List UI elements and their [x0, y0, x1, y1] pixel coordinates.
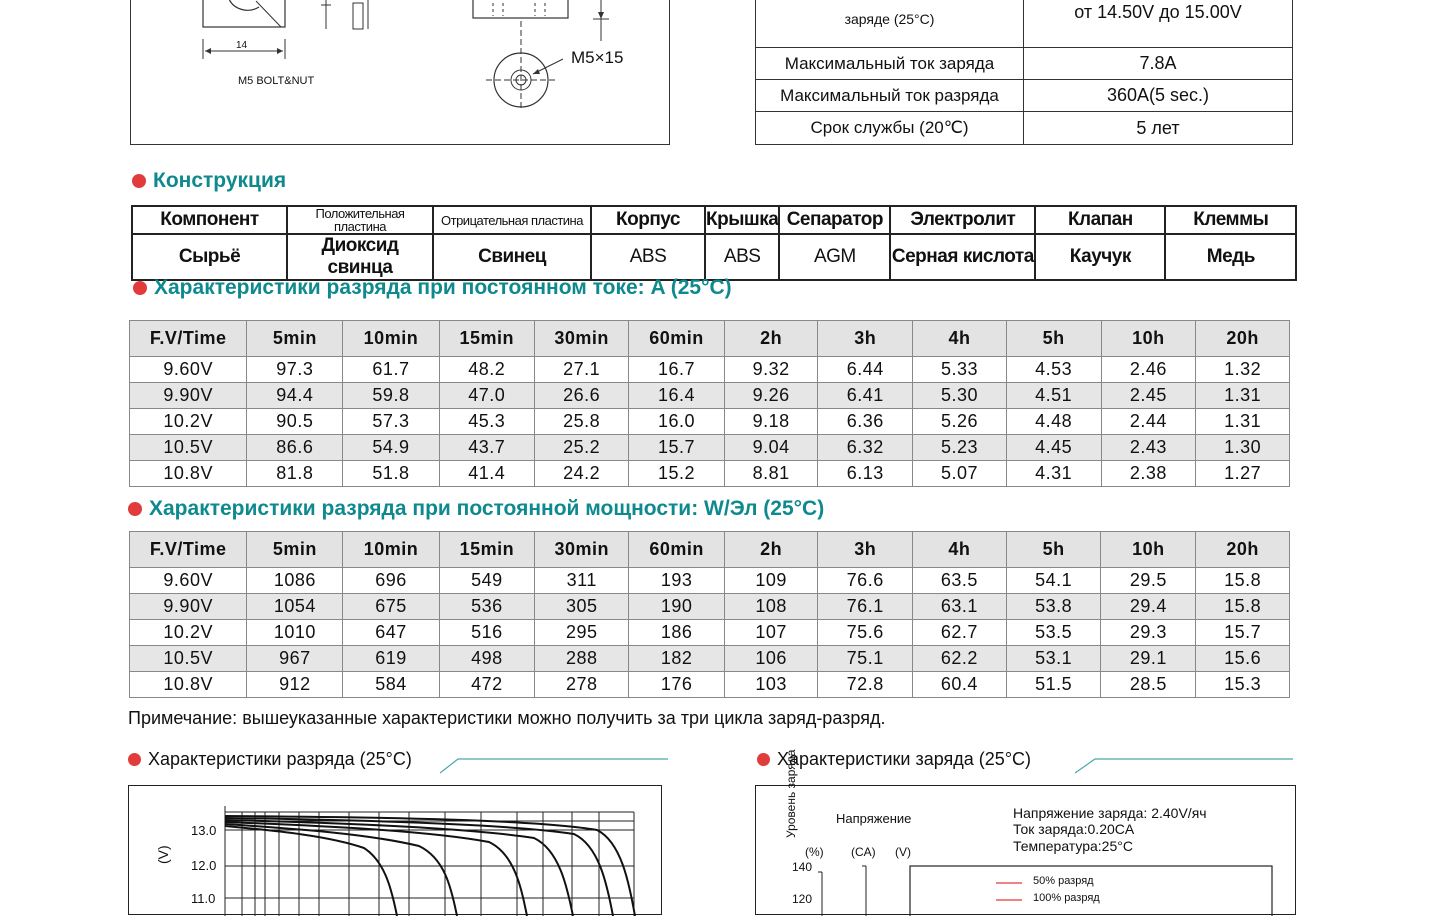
screw-label: M5×15	[571, 48, 624, 67]
table-cell: 311	[535, 568, 629, 594]
table-cell: 1.31	[1196, 383, 1290, 409]
table-cell: 94.4	[247, 383, 343, 409]
table-cell: 4.48	[1006, 409, 1101, 435]
table-cell: 4.31	[1006, 461, 1101, 487]
table-row	[130, 568, 1290, 594]
level-axis-label: Уровень заряда	[784, 749, 798, 838]
table-cell: 106	[724, 646, 818, 672]
table-row	[130, 409, 1290, 435]
spec-value: 360A(5 sec.)	[1024, 80, 1293, 112]
charge-chart-title: Характеристики заряда (25°C)	[777, 749, 1032, 769]
table-cell: 9.04	[724, 435, 818, 461]
table-cell: 176	[629, 672, 724, 698]
table-cell: 15.7	[629, 435, 724, 461]
table-header-row	[130, 321, 1290, 357]
table-cell: 10.2V	[130, 620, 247, 646]
table-header-cell: 30min	[535, 532, 629, 568]
table-cell: 53.5	[1006, 620, 1101, 646]
bullet-icon	[757, 753, 770, 766]
table-cell: 2.43	[1101, 435, 1196, 461]
table-cell: 9.60V	[130, 568, 247, 594]
y-axis-unit: (V)	[155, 845, 171, 864]
table-cell: 61.7	[343, 357, 439, 383]
table-cell: 696	[343, 568, 439, 594]
construction-header-cell: Отрицательная пластина	[433, 206, 591, 234]
construction-title: Конструкция	[153, 169, 287, 192]
table-cell: 10.8V	[130, 672, 247, 698]
table-cell: 2.44	[1101, 409, 1196, 435]
table-cell: 4.51	[1006, 383, 1101, 409]
table-cell: 27.1	[534, 357, 628, 383]
table-cell: 1.31	[1196, 409, 1290, 435]
table-cell: 25.8	[534, 409, 628, 435]
table-header-cell: 10h	[1101, 321, 1196, 357]
table-cell: 675	[343, 594, 439, 620]
construction-header-cell: Клеммы	[1165, 206, 1296, 234]
table-cell: 15.8	[1196, 568, 1290, 594]
table-header-cell: 5h	[1006, 532, 1101, 568]
table-cell: 6.36	[818, 409, 913, 435]
table-cell: 48.2	[439, 357, 534, 383]
table-header-cell: 5min	[247, 532, 343, 568]
construction-header-cell: Корпус	[591, 206, 705, 234]
table-header-cell: 20h	[1196, 321, 1290, 357]
table-cell: 549	[439, 568, 534, 594]
table-cell: 9.90V	[130, 383, 247, 409]
spec-row	[756, 48, 1293, 80]
construction-header-cell: Компонент	[132, 206, 287, 234]
power-table-title: Характеристики разряда при постоянной мощности: W/Эл (25°C)	[149, 497, 825, 520]
bullet-icon	[132, 174, 146, 188]
table-cell: 72.8	[818, 672, 913, 698]
y-tick-label: 11.0	[191, 891, 216, 906]
table-cell: 15.6	[1196, 646, 1290, 672]
bullet-icon	[128, 502, 142, 516]
spec-value: 5 лет	[1024, 112, 1293, 145]
table-cell: 967	[247, 646, 343, 672]
construction-header-cell: Крышка	[705, 206, 779, 234]
table-cell: 76.1	[818, 594, 913, 620]
table-header-cell: 5h	[1006, 321, 1101, 357]
table-cell: 2.46	[1101, 357, 1196, 383]
table-row	[130, 357, 1290, 383]
table-cell: 9.90V	[130, 594, 247, 620]
spec-table	[755, 0, 1293, 145]
table-cell: 16.0	[629, 409, 724, 435]
table-cell: 26.6	[534, 383, 628, 409]
table-cell: 10.5V	[130, 646, 247, 672]
construction-header-cell: Положительная пластина	[287, 206, 433, 234]
table-cell: 54.9	[343, 435, 439, 461]
table-cell: 190	[629, 594, 724, 620]
table-cell: 8.81	[724, 461, 818, 487]
table-header-cell: 15min	[439, 321, 534, 357]
table-cell: 472	[439, 672, 534, 698]
table-cell: 5.30	[913, 383, 1007, 409]
construction-value-cell: Серная кислота	[890, 234, 1035, 280]
table-cell: 536	[439, 594, 534, 620]
table-cell: 97.3	[247, 357, 343, 383]
table-cell: 498	[439, 646, 534, 672]
table-cell: 81.8	[247, 461, 343, 487]
construction-value-cell: Сырьё	[132, 234, 287, 280]
table-header-cell: 60min	[629, 321, 724, 357]
table-cell: 278	[535, 672, 629, 698]
table-cell: 15.8	[1196, 594, 1290, 620]
spec-row	[756, 112, 1293, 145]
table-cell: 6.44	[818, 357, 913, 383]
dimension-label: 14	[236, 40, 248, 51]
table-cell: 60.4	[913, 672, 1007, 698]
voltage-axis-label: Напряжение	[836, 811, 912, 826]
table-cell: 51.8	[343, 461, 439, 487]
table-header-cell: 4h	[913, 321, 1007, 357]
construction-value-cell: Свинец	[433, 234, 591, 280]
construction-header-cell: Сепаратор	[779, 206, 890, 234]
table-cell: 1086	[247, 568, 343, 594]
unit-ca: (CA)	[851, 845, 876, 859]
unit-v: (V)	[895, 845, 911, 859]
spec-key: Максимальный ток разряда	[756, 80, 1024, 112]
current-table-title: Характеристики разряда при постоянном токе: A (25°C)	[154, 276, 732, 299]
discharge-chart-frame	[128, 785, 662, 915]
table-cell: 108	[724, 594, 818, 620]
table-cell: 28.5	[1101, 672, 1196, 698]
table-header-cell: 4h	[913, 532, 1007, 568]
legend-100: 100% разряд	[1033, 892, 1100, 904]
construction-value-cell: ABS	[705, 234, 779, 280]
table-cell: 6.13	[818, 461, 913, 487]
table-cell: 5.07	[913, 461, 1007, 487]
table-cell: 90.5	[247, 409, 343, 435]
table-header-cell: 2h	[724, 321, 818, 357]
table-cell: 57.3	[343, 409, 439, 435]
current-table-heading	[133, 276, 732, 300]
table-cell: 5.26	[913, 409, 1007, 435]
construction-value-cell: ABS	[591, 234, 705, 280]
terminal-drawing	[131, 0, 671, 146]
table-header-cell: 10min	[343, 532, 439, 568]
y-tick-label: 120	[792, 892, 813, 906]
table-cell: 76.6	[818, 568, 913, 594]
table-cell: 193	[629, 568, 724, 594]
table-cell: 10.8V	[130, 461, 247, 487]
table-cell: 6.41	[818, 383, 913, 409]
table-row	[130, 620, 1290, 646]
table-cell: 103	[724, 672, 818, 698]
table-cell: 2.45	[1101, 383, 1196, 409]
spec-value: 7.8A	[1024, 48, 1293, 80]
table-cell: 43.7	[439, 435, 534, 461]
table-cell: 107	[724, 620, 818, 646]
table-cell: 5.23	[913, 435, 1007, 461]
y-tick-label: 12.0	[191, 858, 217, 873]
current-discharge-table	[129, 320, 1290, 487]
table-cell: 288	[535, 646, 629, 672]
table-header-cell: F.V/Time	[130, 532, 247, 568]
discharge-chart-title: Характеристики разряда (25°C)	[148, 749, 412, 769]
table-cell: 53.1	[1006, 646, 1101, 672]
bullet-icon	[133, 281, 147, 295]
table-cell: 647	[343, 620, 439, 646]
table-cell: 9.18	[724, 409, 818, 435]
table-cell: 1.30	[1196, 435, 1290, 461]
table-cell: 63.1	[913, 594, 1007, 620]
table-cell: 62.2	[913, 646, 1007, 672]
construction-value-row	[132, 234, 1296, 280]
table-row	[130, 594, 1290, 620]
table-cell: 109	[724, 568, 818, 594]
table-cell: 295	[535, 620, 629, 646]
power-discharge-table	[129, 531, 1290, 698]
discharge-chart-heading	[128, 749, 412, 770]
table-cell: 45.3	[439, 409, 534, 435]
table-cell: 305	[535, 594, 629, 620]
construction-value-cell: Каучук	[1035, 234, 1165, 280]
spec-key: Максимальный ток заряда	[756, 48, 1024, 80]
construction-table	[131, 205, 1297, 281]
table-header-cell: 20h	[1196, 532, 1290, 568]
table-cell: 1.27	[1196, 461, 1290, 487]
table-cell: 24.2	[534, 461, 628, 487]
legend-50: 50% разряд	[1033, 875, 1094, 887]
table-header-cell: 15min	[439, 532, 534, 568]
table-row	[130, 646, 1290, 672]
table-cell: 62.7	[913, 620, 1007, 646]
charge-chart-heading	[757, 749, 1031, 770]
table-cell: 1.32	[1196, 357, 1290, 383]
construction-value-cell: AGM	[779, 234, 890, 280]
table-cell: 9.60V	[130, 357, 247, 383]
table-cell: 9.32	[724, 357, 818, 383]
construction-header-row	[132, 206, 1296, 234]
table-cell: 25.2	[534, 435, 628, 461]
table-header-cell: 3h	[818, 321, 913, 357]
table-cell: 29.4	[1101, 594, 1196, 620]
table-cell: 16.7	[629, 357, 724, 383]
charge-info-temperature: Температура:25°C	[1013, 838, 1133, 854]
table-header-cell: 30min	[534, 321, 628, 357]
table-cell: 6.32	[818, 435, 913, 461]
construction-value-cell: Медь	[1165, 234, 1296, 280]
table-cell: 63.5	[913, 568, 1007, 594]
table-cell: 59.8	[343, 383, 439, 409]
charge-chart-graph	[756, 786, 1297, 916]
power-table-heading	[128, 497, 824, 521]
table-cell: 41.4	[439, 461, 534, 487]
table-cell: 54.1	[1006, 568, 1101, 594]
spec-value: от 14.50V до 15.00V	[1024, 0, 1293, 48]
spec-row	[756, 0, 1293, 48]
spec-key: заряде (25°C)	[756, 0, 1024, 48]
table-cell: 47.0	[439, 383, 534, 409]
table-cell: 53.8	[1006, 594, 1101, 620]
table-cell: 75.6	[818, 620, 913, 646]
table-header-cell: 10min	[343, 321, 439, 357]
table-cell: 4.45	[1006, 435, 1101, 461]
table-row	[130, 383, 1290, 409]
table-cell: 29.5	[1101, 568, 1196, 594]
table-header-cell: 2h	[724, 532, 818, 568]
charge-info-voltage: Напряжение заряда: 2.40V/яч	[1013, 805, 1207, 821]
table-header-cell: 3h	[818, 532, 913, 568]
table-cell: 619	[343, 646, 439, 672]
table-cell: 15.2	[629, 461, 724, 487]
construction-header-cell: Электролит	[890, 206, 1035, 234]
table-cell: 86.6	[247, 435, 343, 461]
y-tick-label: 140	[792, 860, 813, 874]
table-cell: 5.33	[913, 357, 1007, 383]
title-underline	[440, 757, 670, 777]
table-cell: 1054	[247, 594, 343, 620]
table-header-cell: F.V/Time	[130, 321, 247, 357]
table-row	[130, 435, 1290, 461]
table-cell: 15.3	[1196, 672, 1290, 698]
construction-heading	[132, 169, 286, 193]
terminal-drawing-box	[130, 0, 670, 145]
table-header-cell: 5min	[247, 321, 343, 357]
footnote: Примечание: вышеуказанные характеристики можно получить за три цикла заряд-разряд.	[128, 708, 886, 728]
table-cell: 1010	[247, 620, 343, 646]
table-row	[130, 672, 1290, 698]
table-cell: 75.1	[818, 646, 913, 672]
table-cell: 912	[247, 672, 343, 698]
table-cell: 29.3	[1101, 620, 1196, 646]
table-header-row	[130, 532, 1290, 568]
construction-header-cell: Клапан	[1035, 206, 1165, 234]
spec-key: Срок службы (20℃)	[756, 112, 1024, 145]
table-cell: 10.2V	[130, 409, 247, 435]
table-cell: 16.4	[629, 383, 724, 409]
table-header-cell: 10h	[1101, 532, 1196, 568]
table-cell: 15.7	[1196, 620, 1290, 646]
table-cell: 4.53	[1006, 357, 1101, 383]
bullet-icon	[128, 753, 141, 766]
y-tick-label: 13.0	[191, 823, 217, 838]
table-cell: 9.26	[724, 383, 818, 409]
charge-info-current: Ток заряда:0.20CA	[1013, 821, 1135, 837]
spec-row	[756, 80, 1293, 112]
construction-value-cell: Диоксид свинца	[287, 234, 433, 280]
title-underline	[1075, 757, 1295, 777]
table-row	[130, 461, 1290, 487]
table-cell: 186	[629, 620, 724, 646]
table-cell: 2.38	[1101, 461, 1196, 487]
table-cell: 182	[629, 646, 724, 672]
table-cell: 51.5	[1006, 672, 1101, 698]
table-cell: 584	[343, 672, 439, 698]
table-cell: 516	[439, 620, 534, 646]
bolt-label: M5 BOLT&NUT	[238, 75, 315, 87]
table-cell: 10.5V	[130, 435, 247, 461]
table-header-cell: 60min	[629, 532, 724, 568]
table-cell: 29.1	[1101, 646, 1196, 672]
unit-percent: (%)	[805, 845, 824, 859]
